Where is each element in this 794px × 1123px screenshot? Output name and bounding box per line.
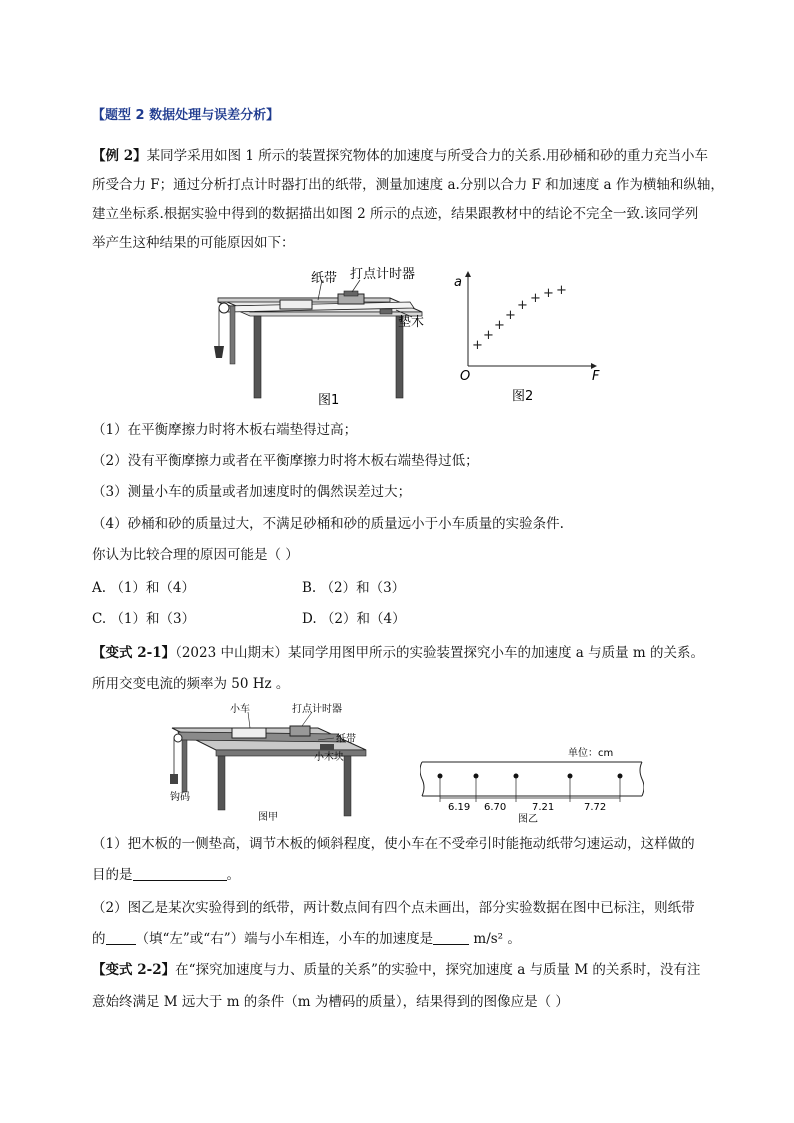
data-point: + xyxy=(472,338,483,353)
variant-2-1-q2-line-1: （2）图乙是某次实验得到的纸带，两计数点间有四个点未画出，部分实验数据在图中已标注，则纸带 xyxy=(92,900,695,916)
section-heading: 【题型 2 数据处理与误差分析】 xyxy=(92,108,280,123)
figyi-caption: 图乙 xyxy=(518,814,538,824)
fig2-x-label: F xyxy=(592,369,600,384)
example-2-line-3: 建立坐标系.根据实验中得到的数据描出如图 2 所示的点迹，结果跟教材中的结论不完全一致.该同学列 xyxy=(92,206,699,222)
figjia-label-timer: 打点计时器 xyxy=(292,704,342,715)
q2-side-blank[interactable] xyxy=(106,930,136,945)
data-point: + xyxy=(505,308,516,323)
reason-3: （3）测量小车的质量或者加速度时的偶然误差过大； xyxy=(92,484,412,500)
q1-prefix: 目的是 xyxy=(92,867,133,883)
option-a[interactable]: A. （1）和（4） xyxy=(92,580,196,596)
q2-accel-blank[interactable] xyxy=(433,930,469,945)
q1-suffix: 。 xyxy=(226,867,240,883)
figure-1-apparatus xyxy=(210,262,430,410)
segment-label: 7.21 xyxy=(532,802,555,813)
fig2-y-label: a xyxy=(454,275,462,290)
variant-2-1-q2-line-2 xyxy=(92,929,521,949)
data-point: + xyxy=(556,283,567,298)
option-c[interactable]: C. （1）和（3） xyxy=(92,611,196,627)
option-b[interactable]: B. （2）和（3） xyxy=(302,580,406,596)
data-point: + xyxy=(517,298,528,313)
fig1-caption: 图1 xyxy=(318,393,340,408)
example-2-line-4: 举产生这种结果的可能原因如下： xyxy=(92,235,295,251)
example-2-text: 某同学采用如图 1 所示的装置探究物体的加速度与所受合力的关系.用砂桶和砂的重力充当小车 xyxy=(146,148,709,164)
q1-answer-blank[interactable] xyxy=(133,866,227,881)
figyi-unit: 单位：cm xyxy=(568,748,614,759)
figure-2-scatter xyxy=(450,262,610,410)
example-2-line-1 xyxy=(92,146,708,166)
q2-middle: （填“左”或“右”）端与小车相连，小车的加速度是 xyxy=(135,931,434,947)
variant-2-1-line-2: 所用交变电流的频率为 50 Hz 。 xyxy=(92,676,290,692)
figjia-label-car: 小车 xyxy=(230,704,250,715)
variant-2-2-tag: 【变式 2-2】 xyxy=(92,962,176,978)
figjia-label-weight: 钩码 xyxy=(170,792,190,803)
example-2-tag: 【例 2】 xyxy=(92,148,147,164)
reason-4: （4）砂桶和砂的质量过大，不满足砂桶和砂的质量远小于小车质量的实验条件. xyxy=(92,516,564,532)
q2-unit: m/s² 。 xyxy=(469,931,521,947)
figure-yi-tape xyxy=(420,740,644,824)
variant-2-1-q1-line-1: （1）把木板的一侧垫高，调节木板的倾斜程度，使小车在不受牵引时能拖动纸带匀速运动，这样做的 xyxy=(92,836,695,852)
variant-2-2-line-1 xyxy=(92,960,700,980)
reason-1: （1）在平衡摩擦力时将木板右端垫得过高； xyxy=(92,422,358,438)
data-point: + xyxy=(543,286,554,301)
data-point: + xyxy=(530,291,541,306)
q2-prefix: 的 xyxy=(92,931,106,947)
fig1-label-tape: 纸带 xyxy=(311,271,338,286)
example-2-line-2: 所受合力 F；通过分析打点计时器打出的纸带，测量加速度 a.分别以合力 F 和加速度 a 作为横轴和纵轴， xyxy=(92,177,724,193)
variant-2-1-text: （2023 中山期末）某同学用图甲所示的实验装置探究小车的加速度 a 与质量 m 的关系。 xyxy=(175,645,705,661)
option-d[interactable]: D. （2）和（4） xyxy=(302,611,406,627)
segment-label: 6.70 xyxy=(484,802,507,813)
figure-jia-apparatus xyxy=(168,700,368,824)
fig2-origin: O xyxy=(460,369,471,384)
variant-2-1-tag: 【变式 2-1】 xyxy=(92,645,176,661)
variant-2-1-q1-line-2 xyxy=(92,865,240,885)
variant-2-2-line-2: 意始终满足 M 远大于 m 的条件（m 为槽码的质量），结果得到的图像应是（ ） xyxy=(92,994,569,1010)
fig2-caption: 图2 xyxy=(512,389,534,404)
figjia-label-tape: 纸带 xyxy=(336,734,356,745)
example-2-question: 你认为比较合理的原因可能是（ ） xyxy=(92,547,299,563)
figjia-caption: 图甲 xyxy=(258,812,278,823)
fig1-label-timer: 打点计时器 xyxy=(350,267,416,282)
fig1-label-block: 垫木 xyxy=(398,315,425,330)
data-point: + xyxy=(483,328,494,343)
segment-label: 6.19 xyxy=(448,802,471,813)
segment-label: 7.72 xyxy=(584,802,607,813)
figjia-label-block: 小木块 xyxy=(314,752,344,763)
data-point: + xyxy=(494,318,505,333)
reason-2: （2）没有平衡摩擦力或者在平衡摩擦力时将木板右端垫得过低； xyxy=(92,453,479,469)
variant-2-2-text: 在“探究加速度与力、质量的关系”的实验中，探究加速度 a 与质量 M 的关系时，没有注 xyxy=(175,962,701,978)
variant-2-1-line-1 xyxy=(92,643,704,663)
